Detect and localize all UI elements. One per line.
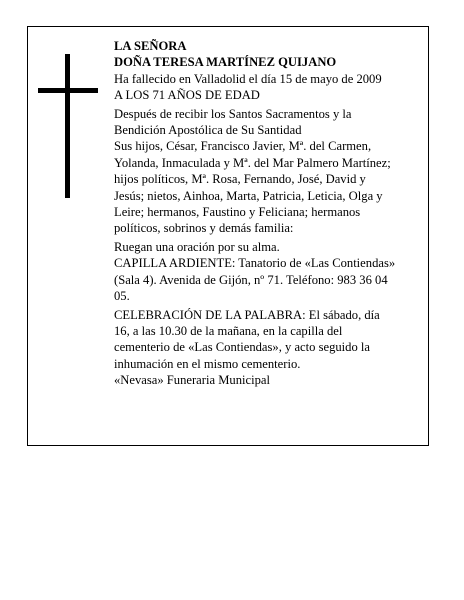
age-line: A LOS 71 AÑOS DE EDAD: [114, 88, 260, 103]
title-line: LA SEÑORA: [114, 39, 187, 53]
deceased-name: DOÑA TERESA MARTÍNEZ QUIJANO: [114, 55, 337, 70]
sacraments-line: Después de recibir los Santos Sacramentos y la Bendición Apostólica de Su Santidad: [114, 106, 352, 138]
family-list: Sus hijos, César, Francisco Javier, Mª. del Carmen, Yolanda, Inmaculada y Mª. del Mar Palmero Martínez; hijos políticos, Mª. Rosa, Fernando, José, David y Jesús; nietos, Ainhoa, Marta, Patricia, Leticia, Olga y Leire; hermanos, Faustino y Feliciana; hermanos políticos, sobrinos y demás familia:: [114, 139, 391, 236]
prayer-request: Ruegan una oración por su alma.: [114, 239, 280, 254]
latin-cross-icon: [38, 54, 98, 198]
death-announcement: Ha fallecido en Valladolid el día 15 de mayo de 2009: [114, 71, 382, 86]
funeral-home: «Nevasa» Funeraria Municipal: [114, 373, 270, 388]
cross-vertical-bar: [65, 54, 70, 198]
chapel-info: CAPILLA ARDIENTE: Tanatorio de «Las Contiendas» (Sala 4). Avenida de Gijón, nº 71. Teléfono: 983 36 04 05.: [114, 256, 396, 304]
ceremony-info: CELEBRACIÓN DE LA PALABRA: El sábado, día 16, a las 10.30 de la mañana, en la capilla del cementerio de «Las Contiendas», y acto seguido la inhumación en el mismo cementerio.: [114, 307, 380, 371]
cross-horizontal-bar: [38, 88, 98, 93]
obituary-text: [114, 38, 426, 389]
